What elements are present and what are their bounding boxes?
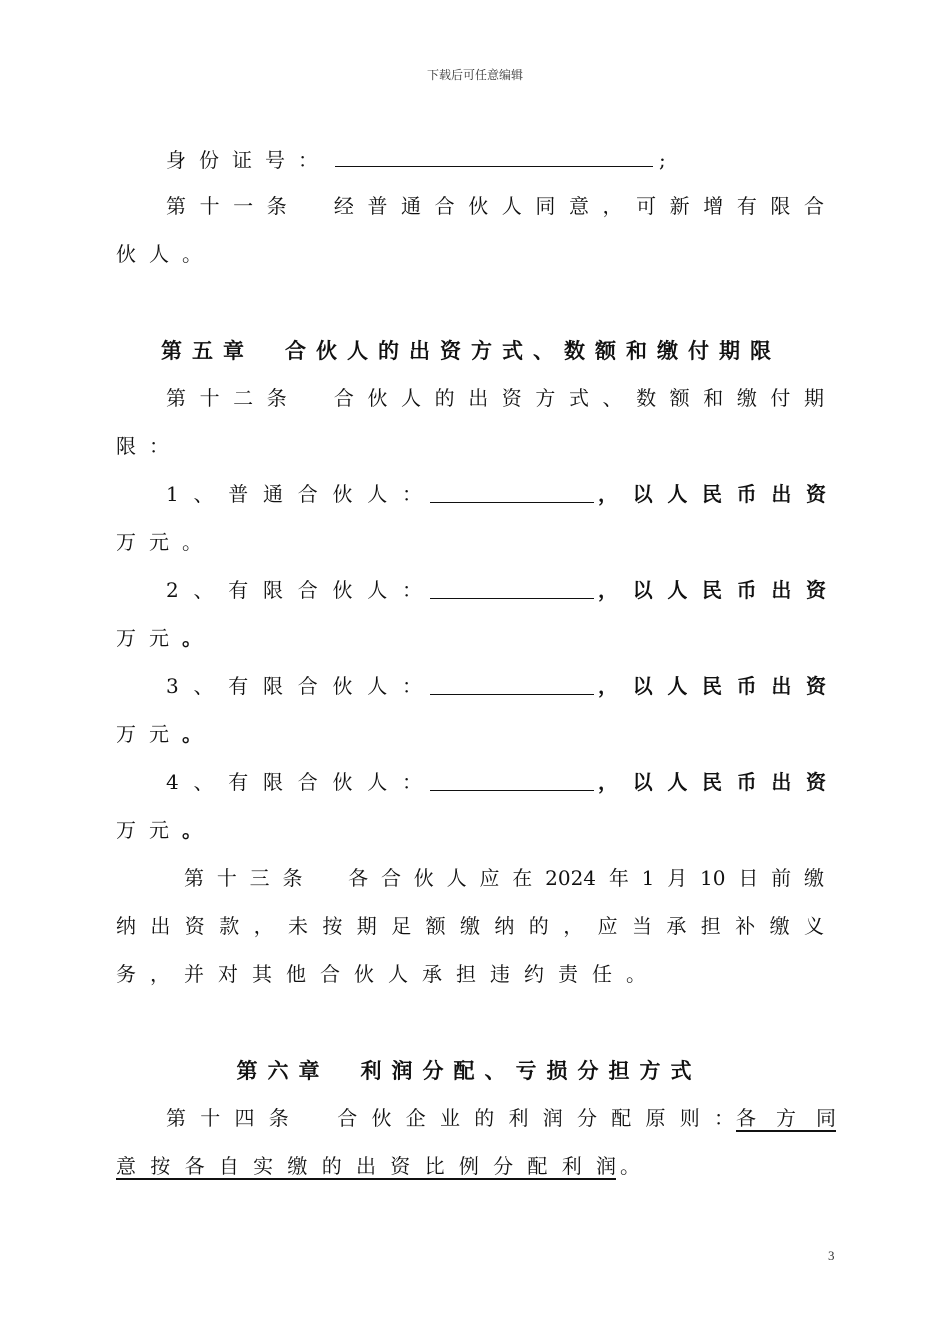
chapter-6-title: 第六章 利润分配、亏损分担方式	[236, 1058, 702, 1083]
partner-1-tail: ，以人民币出资	[598, 482, 826, 506]
partner-4-label: 4、有限合伙人：	[166, 770, 422, 794]
partner-2-end: 。	[182, 626, 215, 650]
article-14-line-2	[116, 1152, 676, 1180]
partner-3-line	[166, 672, 826, 700]
partner-2-blank	[430, 576, 594, 599]
chapter-5-title: 第五章 合伙人的出资方式、数额和缴付期限	[161, 338, 781, 363]
partner-4-unit-line	[116, 816, 834, 844]
article-14-intro: 第十四条 合伙企业的利润分配原则：	[166, 1106, 734, 1130]
partner-4-line	[166, 768, 826, 796]
partner-3-unit: 万元	[116, 722, 182, 746]
partner-2-label: 2、有限合伙人：	[166, 578, 422, 602]
partner-2-tail: ，以人民币出资	[598, 578, 826, 602]
partner-1-unit: 万元	[116, 530, 182, 554]
partner-1-line	[166, 480, 826, 508]
id-number-label: 身份证号：	[166, 148, 331, 172]
article-11-line-2: 伙人。	[116, 242, 215, 266]
partner-2-line	[166, 576, 826, 604]
id-number-end: ;	[659, 148, 679, 172]
partner-3-unit-line	[116, 720, 834, 748]
article-13-line-1: 第十三条 各合伙人应在2024年1月10日前缴	[184, 866, 824, 890]
page-number: 3	[828, 1248, 835, 1263]
id-number-blank	[335, 144, 653, 167]
partner-3-tail: ，以人民币出资	[598, 674, 826, 698]
article-13-line-3: 务，并对其他合伙人承担违约责任。	[116, 962, 660, 986]
partner-3-end: 。	[182, 722, 215, 746]
partner-3-blank	[430, 672, 594, 695]
partner-4-tail: ，以人民币出资	[598, 770, 826, 794]
partner-3-label: 3、有限合伙人：	[166, 674, 422, 698]
article-14-underlined-start: 各方同	[736, 1106, 836, 1130]
id-number-line	[166, 144, 679, 174]
partner-1-blank	[430, 480, 594, 503]
partner-4-end: 。	[182, 818, 215, 842]
page-header: 下载后可任意编辑	[426, 68, 523, 82]
partner-1-end: 。	[182, 530, 215, 554]
partner-1-unit-line	[116, 528, 834, 556]
article-11-line-1: 第十一条 经普通合伙人同意，可新增有限合	[166, 194, 824, 218]
partner-1-label: 1、普通合伙人：	[166, 482, 422, 506]
article-14-underlined-rest: 意按各自实缴的出资比例分配利润	[116, 1154, 616, 1178]
article-13-line-2: 纳出资款，未按期足额缴纳的，应当承担补缴义	[116, 914, 824, 938]
article-12-line-1: 第十二条 合伙人的出资方式、数额和缴付期	[166, 386, 824, 410]
article-14-line-1	[166, 1104, 836, 1132]
partner-2-unit-line	[116, 624, 834, 652]
partner-2-unit: 万元	[116, 626, 182, 650]
article-12-line-2: 限：	[116, 434, 182, 458]
partner-4-blank	[430, 768, 594, 791]
article-14-end: 。	[620, 1154, 640, 1178]
partner-4-unit: 万元	[116, 818, 182, 842]
